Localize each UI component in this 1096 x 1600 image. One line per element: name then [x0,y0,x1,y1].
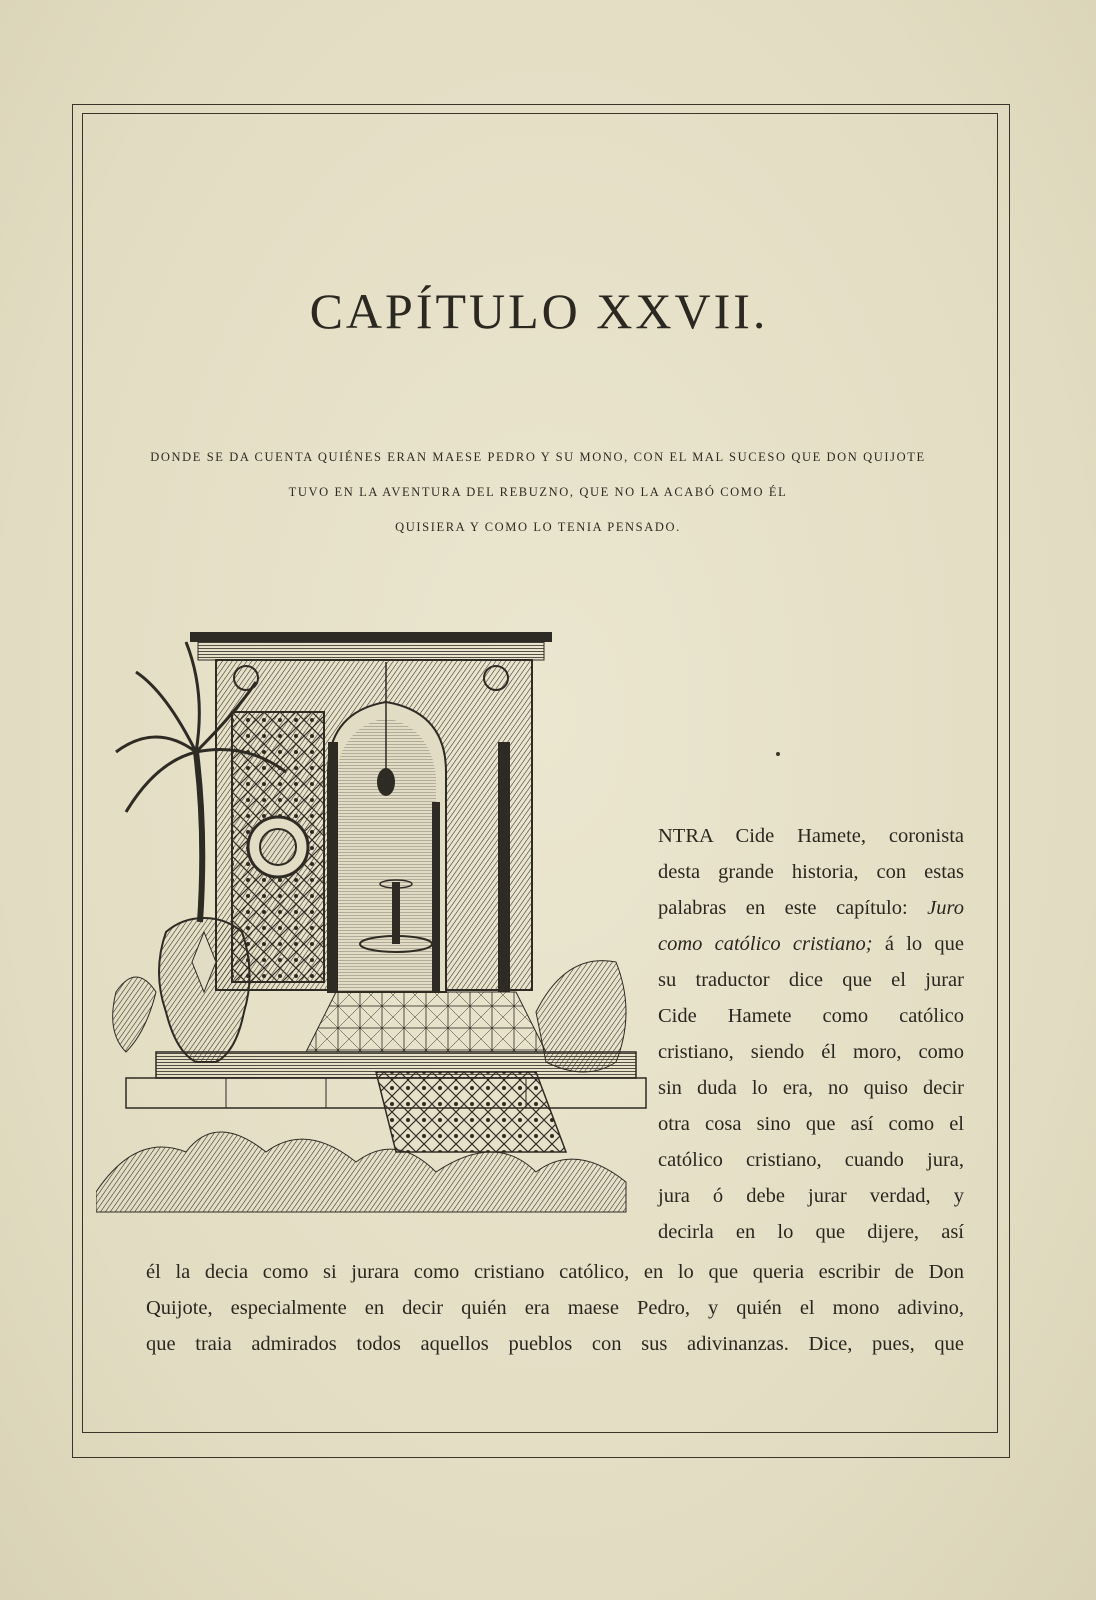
ink-dot [776,752,780,756]
text-line: Quijote, especialmente en decir quién era maese Pedro, y quién el mono adivino, [146,1297,964,1319]
italic-oath: Juro [927,897,964,919]
subtitle-line: TUVO EN LA AVENTURA DEL REBUZNO, QUE NO LA ACABÓ COMO ÉL [288,485,788,499]
text-line [658,926,964,962]
text-line [658,890,964,926]
body-text-right-column [658,818,964,1250]
chapter-subtitle [120,440,956,545]
text-line: su traductor dice que el jurar [658,969,964,991]
text-line: decirla en lo que dijere, así [658,1221,964,1243]
subtitle-line: DONDE SE DA CUENTA QUIÉNES ERAN MAESE PEDRO Y SU MONO, CON EL MAL SUCESO QUE DON QUIJOTE [150,450,926,464]
text-line: él la decia como si jurara como cristiano católico, en lo que queria escribir de Don [146,1261,964,1283]
text-line: que traia admirados todos aquellos pueblos con sus adivinanzas. Dice, pues, que [146,1333,964,1355]
text-line: NTRA Cide Hamete, coronista [658,825,964,847]
text-line: sin duda lo era, no quiso decir [658,1077,964,1099]
text-line: otra cosa sino que así como el [658,1113,964,1135]
text-run: á lo que [872,933,964,955]
body-text-full-width [146,1254,964,1362]
text-line: desta grande historia, con estas [658,861,964,883]
text-line: católico cristiano, cuando jura, [658,1149,964,1171]
chapter-title: CAPÍTULO XXVII. [309,283,769,339]
text-line: Cide Hamete como católico [658,1005,964,1027]
subtitle-line: QUISIERA Y COMO LO TENIA PENSADO. [395,520,681,534]
text-run: palabras en este capítulo: [658,897,928,919]
text-line: jura ó debe jurar verdad, y [658,1185,964,1207]
moorish-arch-engraving-icon [96,632,656,1242]
italic-oath: como católico cristiano; [658,933,873,955]
text-line: cristiano, siendo él moro, como [658,1041,964,1063]
